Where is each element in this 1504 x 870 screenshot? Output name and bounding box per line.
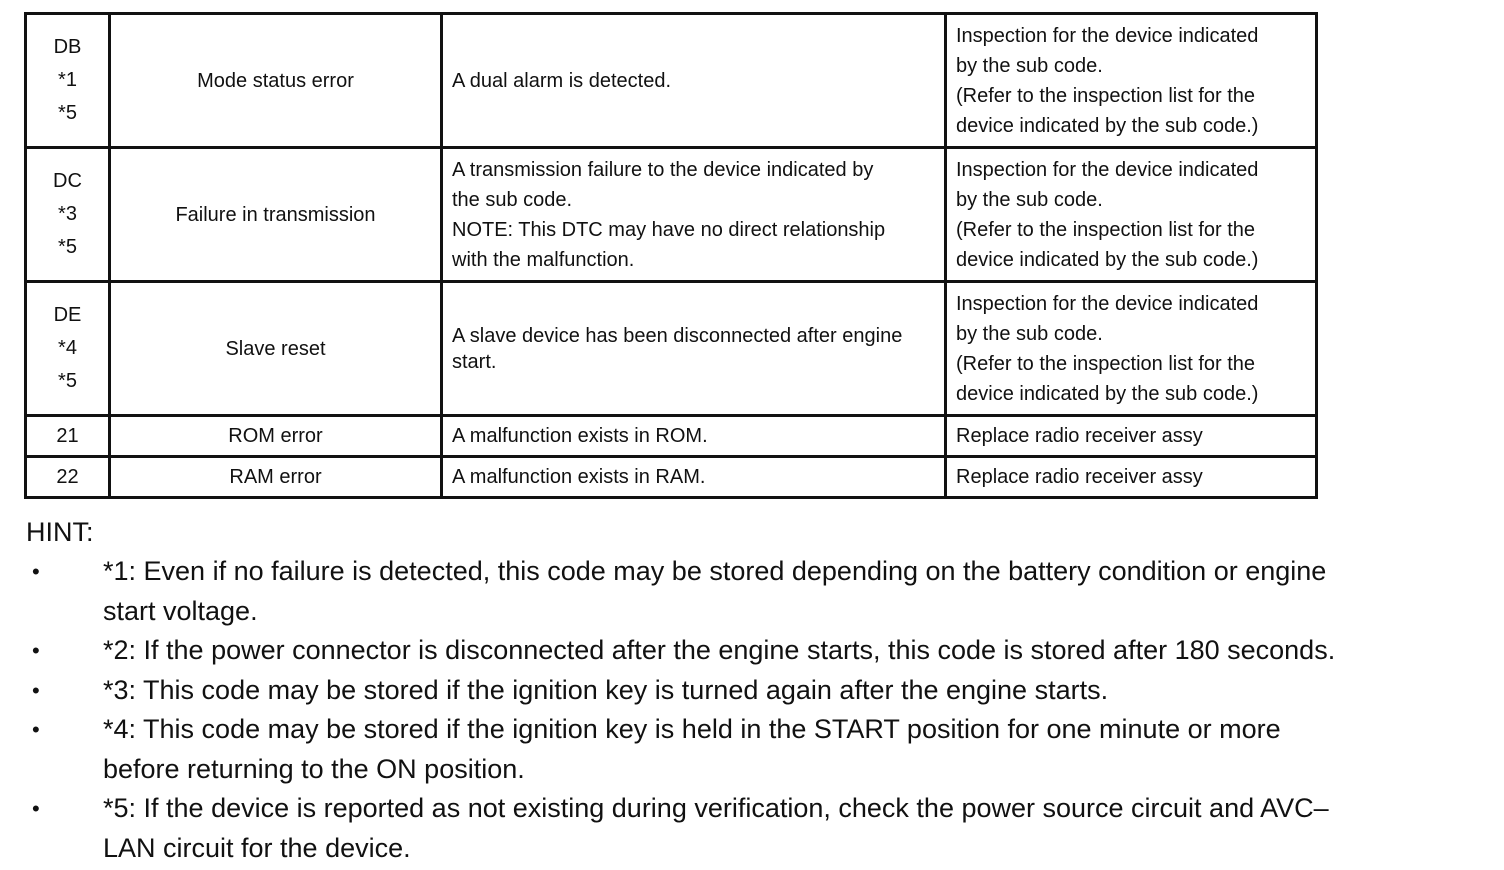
hint-line: *2: If the power connector is disconnected after the engine starts, this code is stored after 180 seconds. (103, 635, 1336, 665)
bullet-icon: • (32, 796, 40, 821)
detection-item: RAM error (110, 457, 442, 498)
action-line: device indicated by the sub code.) (956, 248, 1259, 271)
hint-title: HINT: (26, 517, 94, 547)
condition-line: A malfunction exists in ROM. (452, 425, 708, 447)
hint-list (26, 552, 1476, 868)
detection-item: Failure in transmission (110, 148, 442, 282)
action-line: Inspection for the device indicated (956, 292, 1259, 315)
dtc-code-cell (26, 416, 110, 457)
condition-line: the sub code. (452, 188, 573, 211)
hint-line: start voltage. (103, 595, 258, 626)
dtc-code: DC (53, 170, 82, 192)
trouble-area (946, 14, 1317, 148)
trouble-area (946, 282, 1317, 416)
dtc-code: DB (53, 36, 82, 58)
detection-item: Slave reset (110, 282, 442, 416)
dtc-code: 22 (56, 465, 79, 488)
dtc-table (24, 12, 1318, 499)
dtc-note-ref: *3 (58, 203, 77, 225)
condition-line: A dual alarm is detected. (452, 69, 672, 92)
hint-line: LAN circuit for the device. (103, 832, 411, 863)
bullet-icon: • (32, 717, 40, 742)
hint-line: before returning to the ON position. (103, 753, 525, 784)
table-row (26, 416, 1317, 457)
dtc-code: 21 (56, 424, 79, 447)
trouble-area (946, 148, 1317, 282)
dtc-note-ref: *4 (58, 337, 77, 359)
action-line: Inspection for the device indicated (956, 24, 1259, 47)
hint-line: *5: If the device is reported as not existing during verification, check the power source circuit and AVC– (103, 793, 1329, 823)
dtc-note-ref: *5 (58, 102, 77, 124)
dtc-code-cell (26, 282, 110, 416)
bullet-icon: • (32, 638, 40, 663)
condition-line: start. (452, 350, 497, 373)
table-row (26, 14, 1317, 148)
bullet-icon: • (32, 677, 40, 703)
dtc-code-cell (26, 14, 110, 148)
dtc-code-cell (26, 148, 110, 282)
trouble-area (946, 416, 1317, 457)
detection-item: ROM error (110, 416, 442, 457)
hint-line: *3: This code may be stored if the ignition key is turned again after the engine starts. (103, 674, 1109, 705)
dtc-note-ref: *1 (58, 69, 77, 91)
table-row (26, 457, 1317, 498)
condition-line: with the malfunction. (452, 248, 635, 271)
action-line: Inspection for the device indicated (956, 158, 1259, 181)
list-item (26, 631, 1476, 671)
condition-line: A malfunction exists in RAM. (452, 466, 706, 488)
action-line: Replace radio receiver assy (956, 425, 1203, 447)
condition-line: A slave device has been disconnected after engine (452, 324, 903, 347)
condition-line: NOTE: This DTC may have no direct relationship (452, 218, 886, 241)
trouble-condition (442, 14, 946, 148)
action-line: by the sub code. (956, 54, 1103, 77)
trouble-condition (442, 457, 946, 498)
trouble-area (946, 457, 1317, 498)
detection-item: Mode status error (110, 14, 442, 148)
table-row (26, 148, 1317, 282)
trouble-condition (442, 148, 946, 282)
action-line: by the sub code. (956, 188, 1103, 211)
list-item (26, 552, 1476, 631)
trouble-condition (442, 416, 946, 457)
condition-line: A transmission failure to the device indicated by (452, 158, 874, 181)
table-row (26, 282, 1317, 416)
dtc-code-cell (26, 457, 110, 498)
dtc-note-ref: *5 (58, 370, 77, 392)
action-line: Replace radio receiver assy (956, 466, 1203, 488)
hint-line: *1: Even if no failure is detected, this code may be stored depending on the battery condition or engine (103, 556, 1327, 586)
list-item (26, 789, 1476, 868)
hint-section (26, 512, 1476, 868)
trouble-condition (442, 282, 946, 416)
action-line: (Refer to the inspection list for the (956, 218, 1256, 241)
hint-line: *4: This code may be stored if the ignition key is held in the START position for one minute or more (103, 714, 1281, 744)
bullet-icon: • (32, 559, 40, 584)
dtc-note-ref: *5 (58, 236, 77, 258)
action-line: (Refer to the inspection list for the (956, 352, 1256, 375)
action-line: (Refer to the inspection list for the (956, 84, 1256, 107)
list-item (26, 710, 1476, 789)
dtc-code: DE (53, 304, 82, 326)
action-line: device indicated by the sub code.) (956, 114, 1259, 137)
action-line: by the sub code. (956, 322, 1103, 345)
action-line: device indicated by the sub code.) (956, 382, 1259, 405)
list-item (26, 671, 1476, 711)
